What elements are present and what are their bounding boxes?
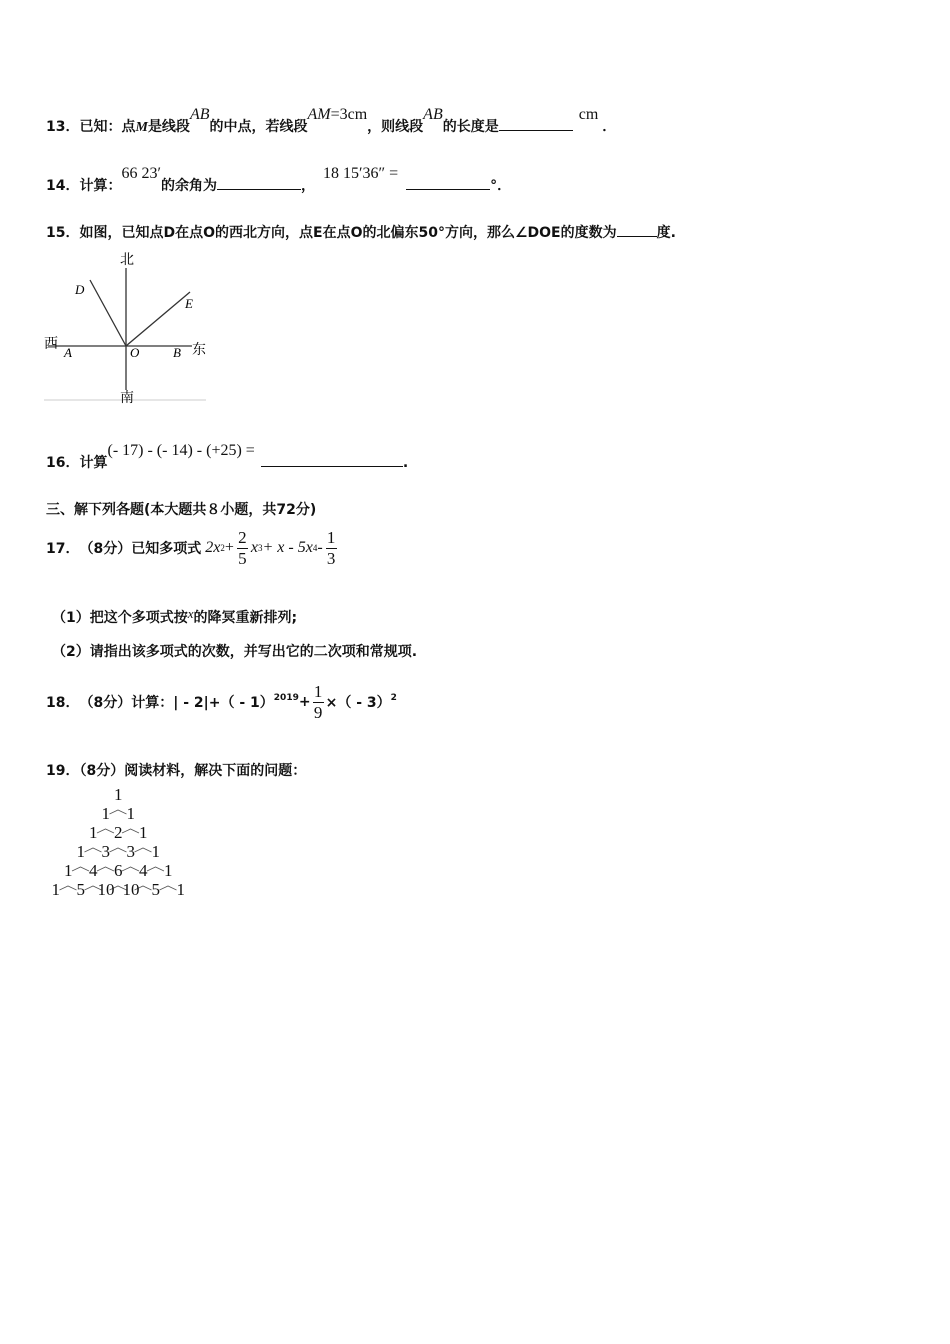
score: （8分） [79,763,125,779]
point-m: M [135,120,148,135]
degree-symbol: ° [490,178,498,194]
question-text: 是线段 [147,119,190,135]
segment-am: AM [307,106,331,123]
compass-figure [44,250,214,405]
triangle-number: 3 [126,842,135,861]
question-text: ，则线段 [367,119,424,135]
question-number: 15． [46,225,80,241]
answer-blank[interactable] [499,130,573,131]
numerator: 1 [313,681,323,701]
triangle-number: 5 [76,880,85,899]
triangle-number: 1 [51,880,60,899]
question-text: 已知多项式 [131,541,202,557]
ray-od [90,280,126,346]
question-number: 19． [46,763,80,779]
triangle-number: 1 [114,785,123,804]
question-text: 计算 [79,455,108,471]
score: （8分） [79,541,132,557]
segment-ab: AB [423,106,443,123]
label-b: B [173,345,181,360]
section-title: 三、解下列各题(本大题共８小题，共72分) [46,502,317,518]
expression: (- 17) - (- 14) - (+25) = [107,442,255,459]
exponent: 2 [390,693,397,703]
question-16 [46,442,409,472]
label-east: 东 [192,342,206,358]
expression: 计算：| - 2|+（ - 1） [131,695,274,711]
triangle-number: 1 [126,804,135,823]
triangle-number: 1 [164,861,173,880]
pascal-triangle [51,785,196,910]
variable-x: x [187,606,194,621]
question-17 [46,526,340,570]
label-e: E [185,296,193,311]
exponent: 3 [257,543,263,553]
answer-blank[interactable] [406,189,490,190]
expression: ×（ - 3） [325,695,391,711]
question-text: 已知：点 [79,119,136,135]
denominator: 9 [313,702,323,722]
exponent: 2019 [273,693,299,703]
exponent: 4 [312,543,318,553]
triangle-number: 1 [101,804,110,823]
exponent: 2 [220,543,225,553]
question-end: . [402,455,409,471]
unit: cm [578,106,599,123]
triangle-number: 5 [151,880,160,899]
label-o: O [130,345,140,360]
question-text: 阅读材料，解决下面的问题： [124,763,307,779]
triangle-connector [160,886,177,890]
polynomial [205,528,339,569]
triangle-number: 1 [151,842,160,861]
triangle-connector [122,829,139,833]
question-text: 如图，已知点D在点O的西北方向，点E在点O的北偏东50°方向，那么∠DOE的度数为 [79,225,617,241]
denominator: 3 [326,548,336,568]
numerator: 1 [326,527,336,547]
question-end: ． [497,178,512,194]
operator: - [317,539,323,556]
question-text: 计算： [79,178,122,194]
numerator: 2 [238,527,247,547]
question-number: 18． [46,695,80,711]
question-text: 的余角为 [160,178,217,194]
label-south: 南 [120,390,134,405]
question-end: 度. [656,225,676,241]
operator: + [224,539,234,556]
triangle-number: 1 [139,823,148,842]
label-north: 北 [120,252,134,268]
question-14 [46,165,512,195]
triangle-number: 6 [114,861,123,880]
question-15 [46,222,676,242]
triangle-number: 1 [76,842,85,861]
triangle-number: 1 [176,880,185,899]
triangle-connector [97,829,114,833]
question-text: ， [300,178,315,194]
angle-expression: 66 23′ [121,165,161,182]
label-d: D [75,282,85,297]
label-a: A [64,345,72,360]
question-13 [46,106,617,136]
triangle-number: 1 [89,823,98,842]
triangle-connector [60,886,77,890]
triangle-number: 1 [64,861,73,880]
q17-part-2: （2）请指出该多项式的次数，并写出它的二次项和常规项. [52,644,418,660]
triangle-connector [72,867,89,871]
question-text: 的长度是 [442,119,499,135]
label-west: 西 [44,336,58,352]
triangle-connector [122,867,139,871]
segment-ab: AB [189,106,210,123]
triangle-connector [110,848,127,852]
answer-blank[interactable] [261,466,403,467]
triangle-number: 10 [122,880,140,899]
triangle-number: 3 [101,842,110,861]
fraction [313,682,324,723]
triangle-number: 10 [97,880,115,899]
question-number: 16． [46,455,80,471]
fraction [326,528,337,569]
operator: + [298,694,311,710]
am-length: =3cm [330,106,368,123]
q17-part-1 [52,607,297,627]
triangle-connector [135,848,152,852]
question-number: 14． [46,178,80,194]
sub-question-text: 的降冥重新排列; [193,610,298,626]
score: （8分） [79,695,132,711]
term: x [250,539,258,556]
answer-blank[interactable] [217,189,301,190]
triangle-number: 4 [139,861,148,880]
ray-oe [126,292,190,346]
angle-expression: 18 15′36″ = [322,165,399,182]
question-end: ． [602,119,617,135]
term: 2x [205,539,221,556]
question-number: 13． [46,119,80,135]
question-19 [46,760,306,780]
question-text: 的中点，若线段 [209,119,308,135]
triangle-connector [110,810,127,814]
triangle-number: 2 [114,823,123,842]
triangle-connector [97,867,114,871]
denominator: 5 [238,548,247,568]
triangle-connector [85,848,102,852]
question-number: 17． [46,541,80,557]
sub-question-text: （1）把这个多项式按 [52,610,188,626]
answer-blank[interactable] [617,236,657,237]
fraction [237,528,248,569]
triangle-connector [147,867,164,871]
triangle-number: 4 [89,861,98,880]
term: + x - 5x [262,539,313,556]
question-18 [46,674,397,730]
